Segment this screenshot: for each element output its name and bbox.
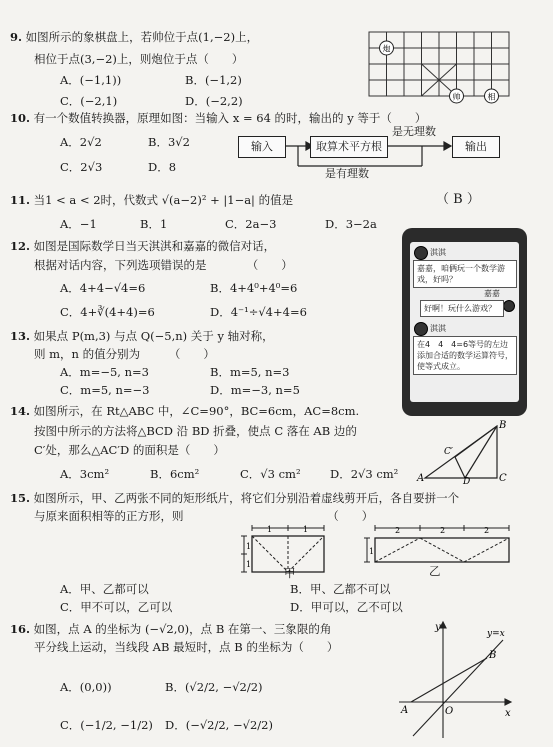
- svg-text:2: 2: [484, 526, 490, 535]
- svg-text:B: B: [489, 650, 497, 661]
- svg-text:x: x: [505, 708, 511, 719]
- svg-text:1: 1: [246, 542, 252, 551]
- q10-option-b[interactable]: B．3√2: [148, 135, 190, 149]
- q13-stem: 如果点 P(m,3) 与点 Q(−5,n) 关于 y 轴对称，: [33, 329, 274, 343]
- q13-option-c[interactable]: C．m=5, n=−3: [60, 383, 150, 397]
- q16-option-d[interactable]: D．(−√2/2, −√2/2): [165, 718, 273, 732]
- svg-text:C′: C′: [444, 447, 453, 457]
- q10-option-a[interactable]: A．2√2: [60, 135, 102, 149]
- q16-option-b[interactable]: B．(√2/2, −√2/2): [165, 680, 263, 694]
- phone-chat-figure: [402, 228, 527, 416]
- chat-name-qiqi: 淇淇: [430, 248, 446, 257]
- svg-text:1: 1: [369, 547, 375, 556]
- q16-stem: 如图，点 A 的坐标为 (−√2,0)，点 B 在第一、三象限的角: [33, 622, 332, 636]
- q14-option-c[interactable]: C．√3 cm²: [240, 467, 301, 481]
- q14-line1: 14. 如图所示，在 Rt△ABC 中，∠C=90°，BC=6cm，AC=8cm.: [10, 404, 360, 418]
- q12-option-d[interactable]: D．4⁻¹÷√4+4=6: [210, 305, 307, 319]
- q16-option-c[interactable]: C．(−1/2, −1/2): [60, 718, 153, 732]
- q15-line1: 15. 如图所示，甲、乙两张不同的矩形纸片，将它们分别沿着虚线剪开后，各自要拼一个: [10, 491, 460, 505]
- xiang-piece: [485, 89, 499, 103]
- chat-name-qiqi-2: 淇淇: [430, 324, 446, 333]
- q14-option-d[interactable]: D．2√3 cm²: [330, 467, 399, 481]
- flow-process-box: 取算术平方根: [310, 136, 388, 158]
- svg-text:y=x: y=x: [487, 629, 505, 639]
- avatar-qiqi-2: [414, 322, 428, 336]
- svg-text:A: A: [401, 705, 409, 716]
- q12-option-c[interactable]: C．4+∛(4+4)=6: [60, 305, 155, 319]
- q13-option-d[interactable]: D．m=−3, n=5: [210, 383, 300, 397]
- q16-line1: 16. 如图，点 A 的坐标为 (−√2,0)，点 B 在第一、三象限的角: [10, 622, 332, 636]
- q13-option-b[interactable]: B．m=5, n=3: [210, 365, 290, 379]
- triangle-fold-figure: [415, 418, 511, 484]
- q12-line2: 根据对话内容，下列选项错误的是 （ ）: [34, 258, 293, 272]
- q14-option-b[interactable]: B．6cm²: [150, 467, 200, 481]
- flow-irrational-label: 是无理数: [392, 125, 436, 138]
- q12-option-a[interactable]: A．4+4−√4=6: [60, 281, 146, 295]
- q12-stem: 如图是国际数学日当天淇淇和嘉嘉的微信对话，: [33, 239, 276, 253]
- q9-option-a[interactable]: A．(−1,1)): [60, 73, 122, 87]
- q10-line: 10. 有一个数值转换器，原理如图：当输入 x = 64 的时，输出的 y 等于（ ）: [10, 111, 427, 125]
- flow-rational-label: 是有理数: [325, 167, 369, 180]
- svg-text:1: 1: [303, 525, 309, 534]
- chat-name-jiajia: 嘉嘉: [484, 289, 500, 298]
- q10-stem: 有一个数值转换器，原理如图：当输入 x = 64 的时，输出的 y 等于（ ）: [33, 111, 427, 125]
- q16-line2: 平分线上运动，当线段 AB 最短时，点 B 的坐标为（ ）: [34, 640, 339, 654]
- q15-option-b[interactable]: B．甲、乙都不可以: [290, 582, 391, 596]
- q12-line1: 12. 如图是国际数学日当天淇淇和嘉嘉的微信对话，: [10, 239, 276, 253]
- shuai-piece: [450, 89, 464, 103]
- q9-line2: 相位于点(3,−2)上，则炮位于点（ ）: [34, 52, 244, 66]
- chess-board-figure: [367, 26, 515, 106]
- q14-option-a[interactable]: A．3cm²: [60, 467, 110, 481]
- q13-line1: 13. 如果点 P(m,3) 与点 Q(−5,n) 关于 y 轴对称，: [10, 329, 274, 343]
- q16-option-a[interactable]: A．(0,0)): [60, 680, 112, 694]
- svg-text:C: C: [499, 473, 507, 484]
- paper-yi-label: 乙: [429, 564, 441, 578]
- q9-stem: 如图所示的象棋盘上，若帅位于点(1,−2)上，: [25, 30, 259, 44]
- q15-option-d[interactable]: D．甲可以，乙不可以: [290, 600, 403, 614]
- q15-option-c[interactable]: C．甲不可以，乙可以: [60, 600, 173, 614]
- svg-text:D: D: [463, 477, 471, 484]
- paper-jia-label: 甲: [284, 566, 296, 580]
- q9-option-c[interactable]: C．(−2,1): [60, 94, 118, 108]
- chat-message-2: 好啊！玩什么游戏？: [420, 300, 504, 317]
- q14-line3: C′处，那么△AC′D 的面积是（ ）: [34, 443, 225, 457]
- q15-line2: 与原来面积相等的正方形，则 （ ）: [34, 509, 374, 523]
- q10-option-d[interactable]: D．8: [148, 160, 177, 174]
- q11-option-d[interactable]: D．3−2a: [325, 217, 377, 231]
- q14-stem: 如图所示，在 Rt△ABC 中，∠C=90°，BC=6cm，AC=8cm.: [33, 404, 360, 418]
- q11-option-b[interactable]: B．1: [140, 217, 168, 231]
- chat-message-3: 在4 4 4=6等号的左边添加合适的数学运算符号，使等式成立。: [413, 336, 517, 375]
- coordinate-figure: [395, 620, 515, 740]
- q11-option-c[interactable]: C．2a−3: [225, 217, 277, 231]
- svg-text:y: y: [435, 622, 441, 633]
- pao-piece: [380, 41, 394, 55]
- svg-text:帅: 帅: [452, 92, 461, 102]
- q13-line2: 则 m，n 的值分别为 （ ）: [34, 347, 215, 361]
- chat-message-1: 嘉嘉，咱俩玩一个数学游戏，好吗？: [413, 260, 517, 288]
- q9-line1: 9. 如图所示的象棋盘上，若帅位于点(1,−2)上，: [10, 30, 259, 44]
- svg-text:炮: 炮: [382, 44, 391, 54]
- svg-text:1: 1: [246, 560, 252, 569]
- q14-line2: 按图中所示的方法将△BCD 沿 BD 折叠，使点 C 落在 AB 边的: [34, 424, 357, 438]
- svg-text:2: 2: [440, 526, 446, 535]
- svg-text:O: O: [445, 706, 454, 717]
- q12-option-b[interactable]: B．4+4⁰+4⁰=6: [210, 281, 298, 295]
- svg-text:B: B: [499, 420, 507, 431]
- svg-text:2: 2: [395, 526, 401, 535]
- q11-answer: （ B ）: [436, 192, 480, 207]
- q11-option-a[interactable]: A．−1: [60, 217, 97, 231]
- q15-option-a[interactable]: A．甲、乙都可以: [60, 582, 149, 596]
- q9-option-d[interactable]: D．(−2,2): [185, 94, 243, 108]
- q15-stem: 如图所示，甲、乙两张不同的矩形纸片，将它们分别沿着虚线剪开后，各自要拼一个: [33, 491, 460, 505]
- flow-input-box: 输入: [238, 136, 286, 158]
- q10-option-c[interactable]: C．2√3: [60, 160, 103, 174]
- svg-text:1: 1: [267, 525, 273, 534]
- svg-text:A: A: [417, 473, 425, 484]
- phone-screen: [410, 242, 519, 402]
- q13-option-a[interactable]: A．m=−5, n=3: [60, 365, 149, 379]
- flow-output-box: 输出: [452, 136, 500, 158]
- avatar-qiqi: [414, 246, 428, 260]
- q11-line: 11. 当1 < a < 2时，代数式 √(a−2)² + |1−a| 的值是: [10, 193, 294, 207]
- q9-option-b[interactable]: B．(−1,2): [185, 73, 242, 87]
- avatar-jiajia: [503, 300, 515, 312]
- q11-stem: 当1 < a < 2时，代数式 √(a−2)² + |1−a| 的值是: [33, 193, 294, 207]
- svg-text:相: 相: [487, 92, 496, 102]
